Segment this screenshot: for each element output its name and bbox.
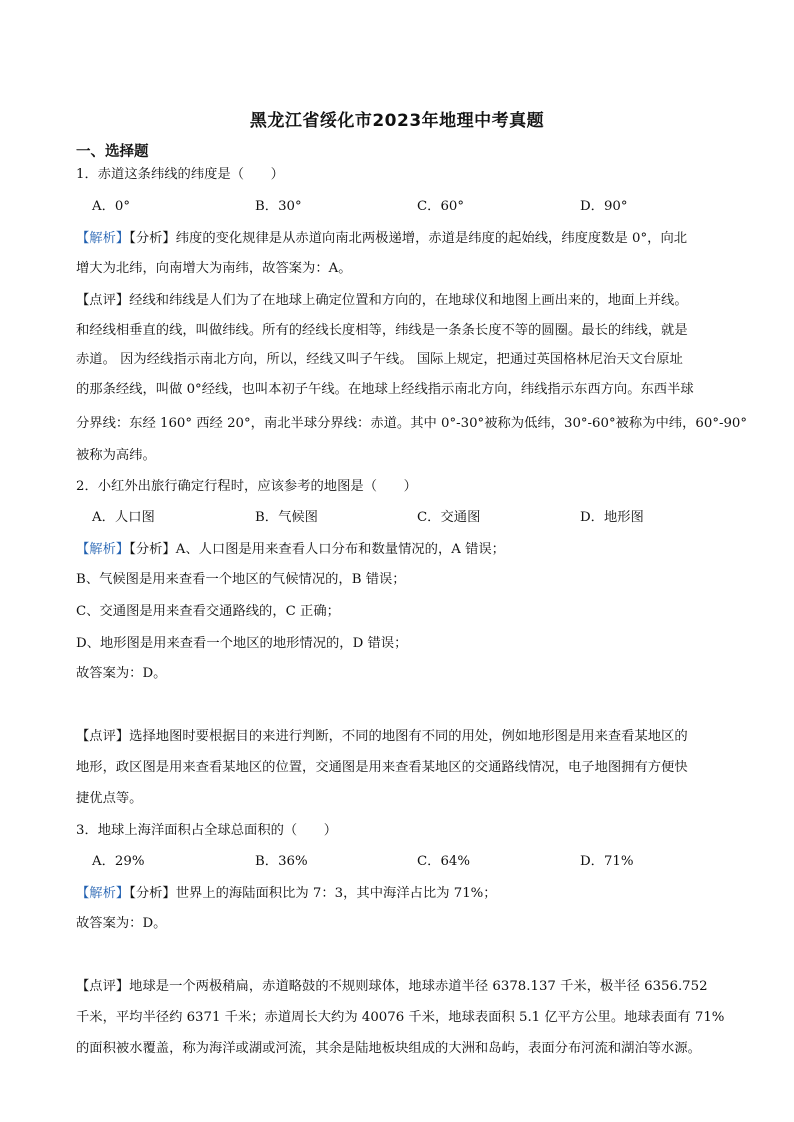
q2-analysis-line: B、气候图是用来查看一个地区的气候情况的，B 错误；	[76, 572, 406, 587]
q1-option-c[interactable]: C．60°	[417, 199, 465, 214]
q3-option-a[interactable]: A．29%	[92, 854, 145, 869]
q3-option-b[interactable]: B．36%	[255, 854, 308, 869]
q1-option-d[interactable]: D．90°	[580, 199, 628, 214]
q2-comment-line: 【点评】选择地图时要根据目的来进行判断，不同的地图有不同的用处，例如地形图是用来查看某地区的	[76, 729, 688, 744]
q2-analysis-line: D、地形图是用来查看一个地区的地形情况的，D 错误；	[76, 636, 408, 651]
q1-comment-line: 和经线相垂直的线，叫做纬线。所有的经线长度相等，纬线是一条条长度不等的圆圈。最长的纬线，就是	[76, 323, 688, 338]
analysis-tag: 【解析】	[76, 542, 130, 557]
section-heading: 一、选择题	[76, 144, 149, 160]
q3-comment-line: 【点评】地球是一个两极稍扁，赤道略鼓的不规则球体，地球赤道半径 6378.137 千米，极半径 6356.752	[76, 979, 708, 994]
q3-option-c[interactable]: C．64%	[417, 854, 471, 869]
q2-comment-line: 捷优点等。	[76, 791, 143, 806]
page-title: 黑龙江省绥化市2023年地理中考真题	[249, 111, 545, 131]
q1-analysis-text: 【分析】纬度的变化规律是从赤道向南北两极递增，赤道是纬度的起始线，纬度度数是 0°，向北	[129, 231, 688, 246]
q3-comment-line: 的面积被水覆盖，称为海洋或湖或河流，其余是陆地板块组成的大洲和岛屿，表面分布河流和湖泊等水源。	[76, 1041, 701, 1056]
question-2-stem: 2．小红外出旅行确定行程时，应该参考的地图是（ ）	[76, 479, 417, 494]
q1-comment-line: 的那条经线，叫做 0°经线，也叫本初子午线。在地球上经线指示南北方向，纬线指示东西方向。东西半球	[76, 382, 694, 397]
q2-option-a[interactable]: A．人口图	[92, 510, 155, 525]
q2-comment-line: 地形，政区图是用来查看某地区的位置，交通图是用来查看某地区的交通路线情况，电子地图拥有方便快	[76, 760, 688, 775]
q2-option-c[interactable]: C．交通图	[417, 510, 481, 525]
q2-analysis-text: 【分析】A、人口图是用来查看人口分布和数量情况的，A 错误；	[129, 542, 505, 557]
q2-analysis-line: 故答案为：D。	[76, 666, 167, 681]
q1-option-a[interactable]: A．0°	[92, 199, 131, 214]
q3-comment-line: 千米，平均半径约 6371 千米；赤道周长大约为 40076 千米，地球表面积 5.1 亿平方公里。地球表面有 71%	[76, 1010, 725, 1025]
q1-option-b[interactable]: B．30°	[255, 199, 302, 214]
q3-option-d[interactable]: D．71%	[580, 854, 634, 869]
q1-analysis-line	[76, 229, 726, 249]
q1-comment-line: 被称为高纬。	[76, 448, 156, 463]
q1-analysis-line: 增大为北纬，向南增大为南纬，故答案为：A。	[76, 261, 352, 276]
q2-analysis-line: C、交通图是用来查看交通路线的，C 正确；	[76, 604, 340, 619]
question-3-stem: 3．地球上海洋面积占全球总面积的（ ）	[76, 823, 338, 838]
q2-analysis-line	[76, 540, 726, 560]
q3-analysis-line: 故答案为：D。	[76, 916, 167, 931]
analysis-tag: 【解析】	[76, 231, 130, 246]
q3-analysis-line	[76, 884, 726, 904]
q2-option-b[interactable]: B．气候图	[255, 510, 318, 525]
q1-comment-line: 分界线：东经 160° 西经 20°，南北半球分界线：赤道。其中 0°-30°被称为低纬，30°-60°被称为中纬，60°-90°	[76, 416, 748, 431]
q3-analysis-text: 【分析】世界上的海陆面积比为 7：3，其中海洋占比为 71%；	[129, 886, 497, 901]
question-1-stem: 1．赤道这条纬线的纬度是（ ）	[76, 167, 284, 182]
q1-comment-line: 赤道。 因为经线指示南北方向，所以，经线又叫子午线。 国际上规定，把通过英国格林尼治天文台原址	[76, 352, 683, 367]
q2-option-d[interactable]: D．地形图	[580, 510, 644, 525]
analysis-tag: 【解析】	[76, 886, 130, 901]
q1-comment-line: 【点评】经线和纬线是人们为了在地球上确定位置和方向的，在地球仪和地图上画出来的，地面上并线。	[76, 293, 688, 308]
